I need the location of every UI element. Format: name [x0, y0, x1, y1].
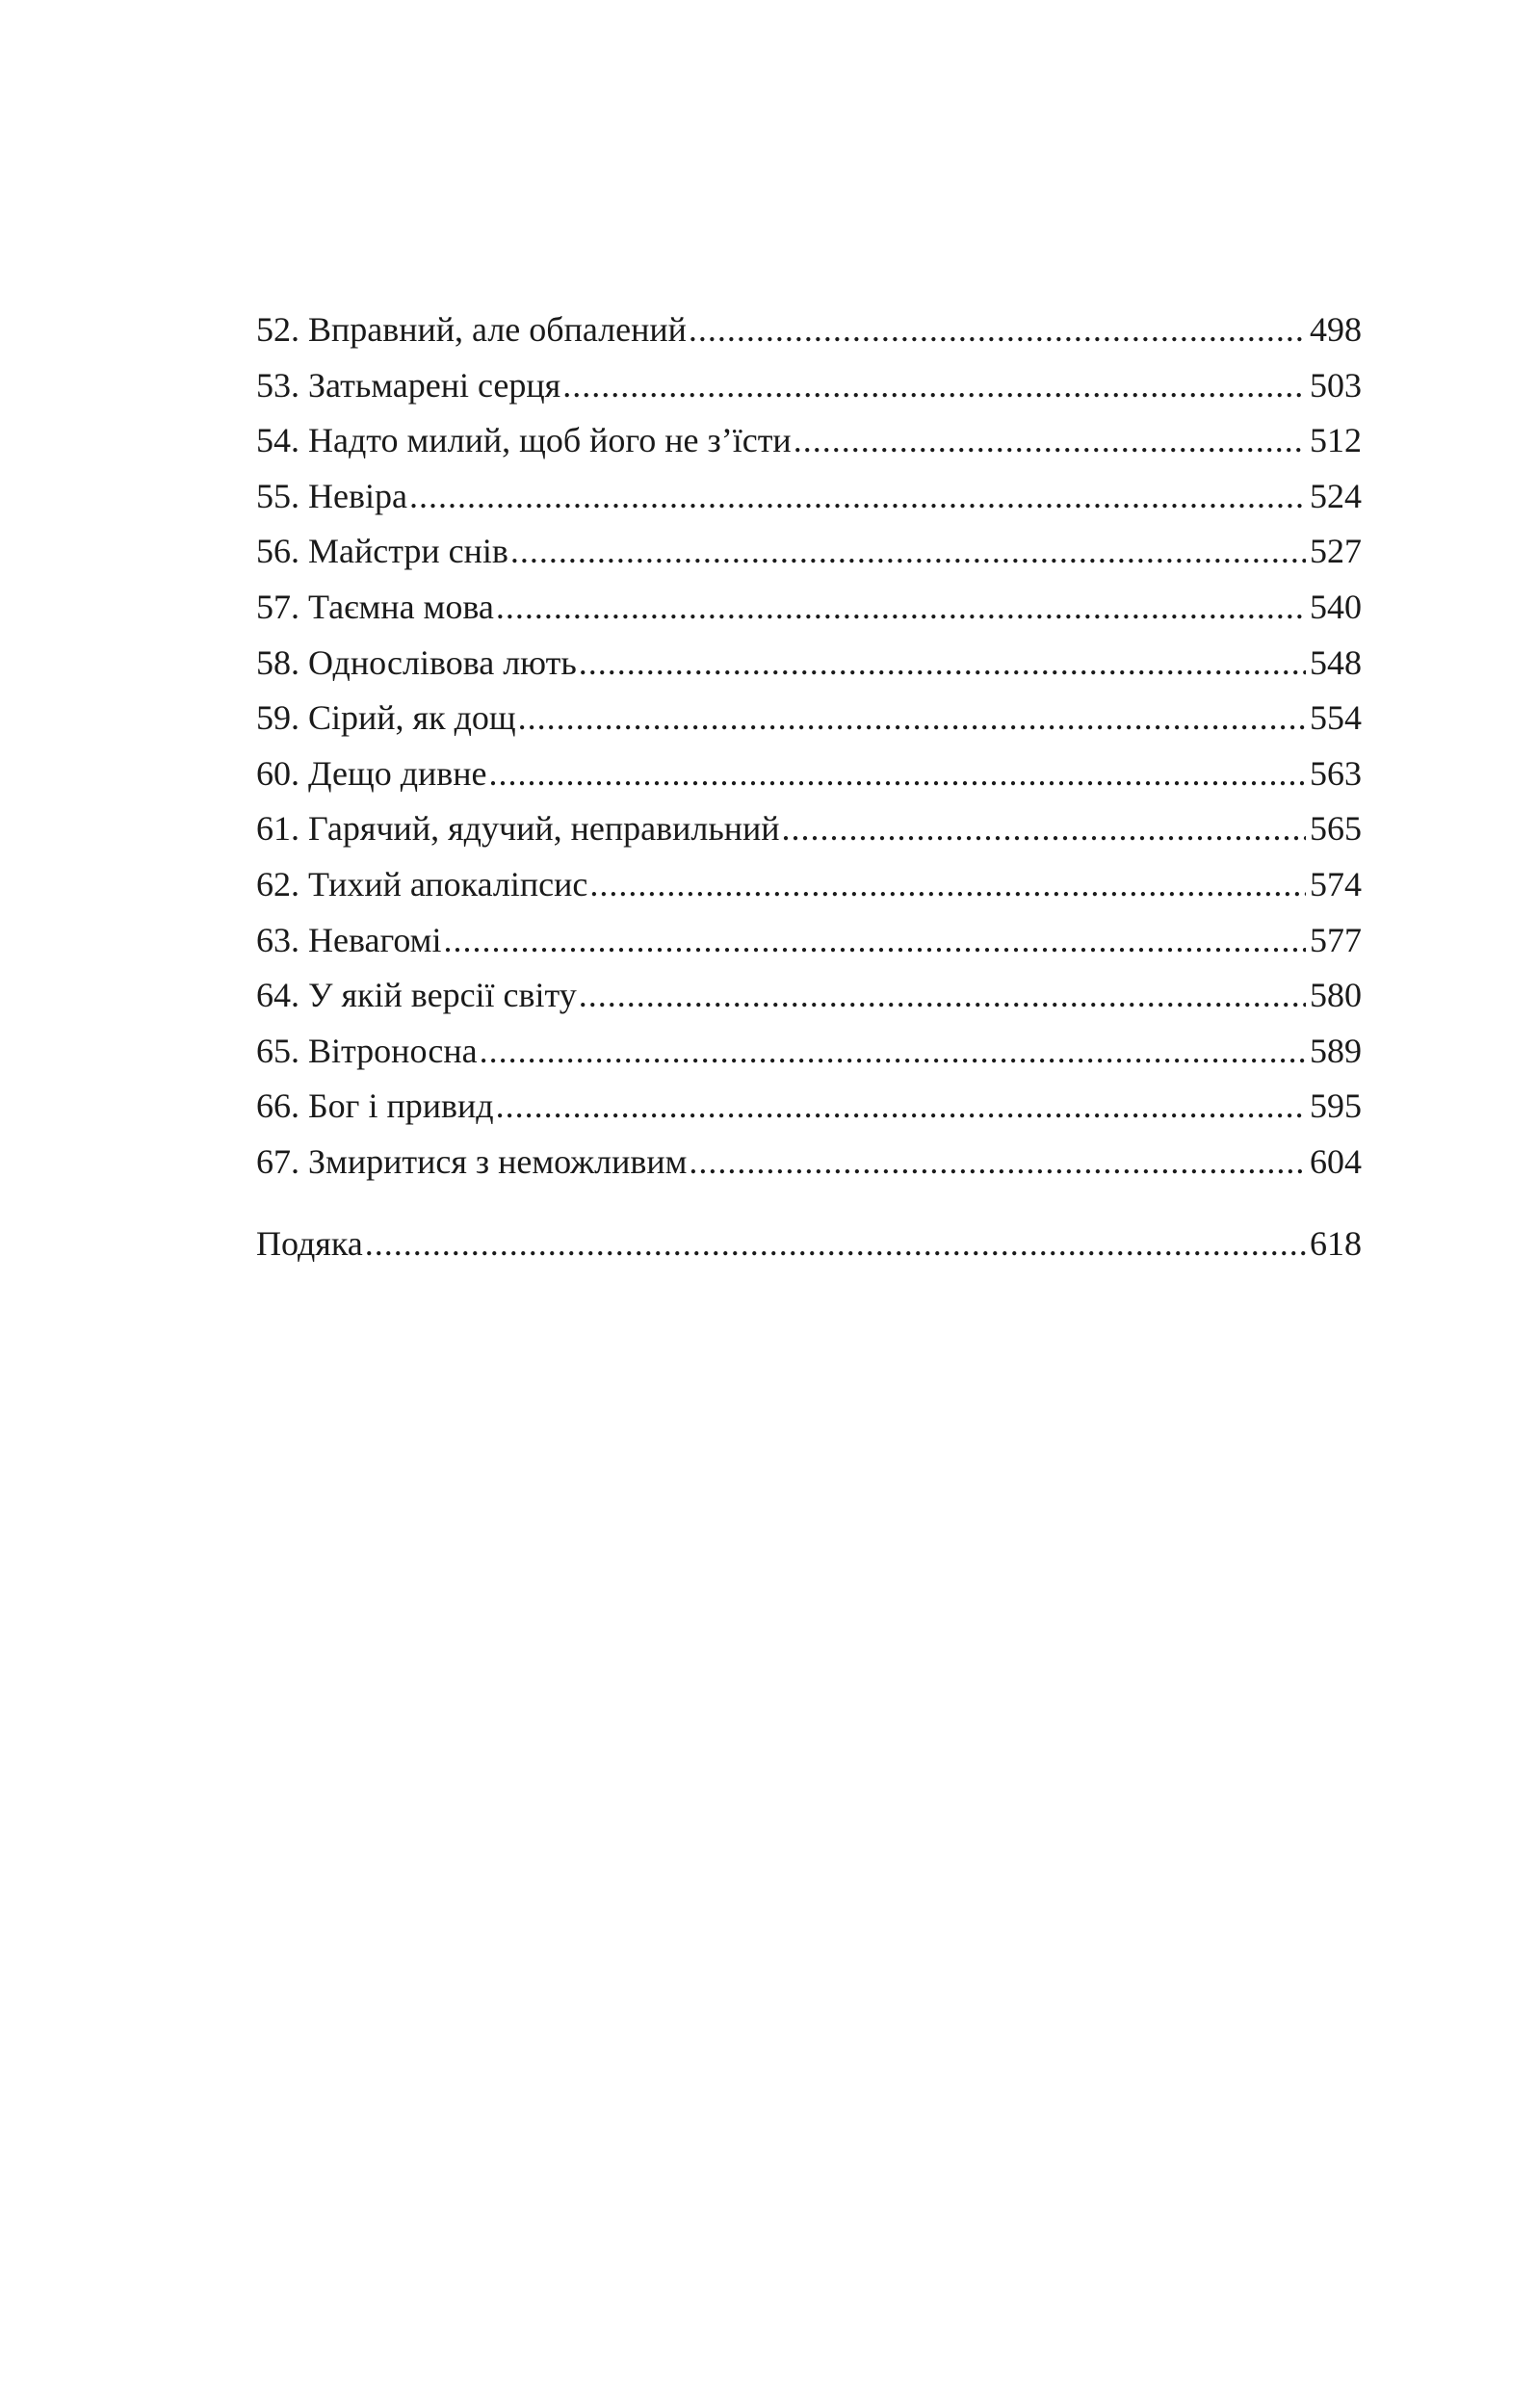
toc-entry[interactable] — [256, 302, 1362, 358]
toc-entry-page: 563 — [1310, 753, 1362, 793]
table-of-contents — [256, 302, 1362, 1271]
toc-entry-page: 524 — [1310, 476, 1362, 515]
toc-entry-page: 595 — [1310, 1086, 1362, 1126]
toc-entry-title: 67. Змиритися з неможливим — [256, 1141, 688, 1181]
toc-entry-title: 65. Вітроносна — [256, 1031, 478, 1070]
toc-entry[interactable] — [256, 801, 1362, 857]
toc-entry-title: 63. Невагомі — [256, 920, 442, 959]
toc-entry[interactable] — [256, 913, 1362, 969]
toc-entry-title: 54. Надто милий, щоб його не з’їсти — [256, 421, 792, 460]
toc-entry-title: 55. Невіра — [256, 476, 407, 515]
toc-entry-title: 58. Однослівова лють — [256, 642, 577, 682]
toc-entry[interactable] — [256, 968, 1362, 1024]
toc-entry-page: 512 — [1310, 421, 1362, 460]
toc-entry[interactable] — [256, 691, 1362, 746]
toc-leader-dots — [496, 1079, 1306, 1135]
toc-entry[interactable] — [256, 1079, 1362, 1135]
toc-entry-page: 565 — [1310, 809, 1362, 849]
toc-leader-dots — [794, 413, 1306, 469]
toc-entry-title: 64. У якій версії світу — [256, 976, 577, 1015]
toc-entry-title: 53. Затьмарені серця — [256, 365, 561, 405]
toc-leader-dots — [689, 302, 1306, 358]
toc-entry-page: 540 — [1310, 587, 1362, 626]
toc-entry[interactable] — [256, 746, 1362, 802]
toc-leader-dots — [579, 968, 1306, 1024]
toc-leader-dots — [510, 524, 1306, 580]
toc-entry[interactable] — [256, 413, 1362, 469]
toc-entry-title: 60. Дещо дивне — [256, 753, 487, 793]
toc-entry[interactable] — [256, 1135, 1362, 1191]
toc-leader-dots — [443, 913, 1306, 969]
toc-entry-page: 548 — [1310, 642, 1362, 682]
toc-entry-title: 52. Вправний, але обпалений — [256, 310, 687, 349]
toc-entry[interactable] — [256, 358, 1362, 414]
toc-leader-dots — [518, 691, 1306, 746]
toc-leader-dots — [579, 636, 1306, 692]
toc-entry-page: 554 — [1310, 698, 1362, 738]
toc-leader-dots — [409, 469, 1306, 525]
toc-entry-page: 604 — [1310, 1141, 1362, 1181]
toc-entry-acknowledgements[interactable] — [256, 1217, 1362, 1272]
toc-leader-dots — [480, 1024, 1306, 1080]
toc-leader-dots — [562, 358, 1306, 414]
toc-entry-page: 574 — [1310, 864, 1362, 903]
toc-leader-dots — [365, 1217, 1306, 1272]
toc-entry-page: 503 — [1310, 365, 1362, 405]
toc-leader-dots — [689, 1135, 1306, 1191]
toc-entry-title: Подяка — [256, 1223, 363, 1263]
toc-entry-title: 62. Тихий апокаліпсис — [256, 864, 588, 903]
toc-entry[interactable] — [256, 857, 1362, 913]
toc-entry[interactable] — [256, 469, 1362, 525]
toc-entry-title: 57. Таємна мова — [256, 587, 494, 626]
toc-leader-dots — [489, 746, 1306, 802]
toc-entry-title: 66. Бог і привид — [256, 1086, 494, 1126]
toc-entry[interactable] — [256, 580, 1362, 636]
toc-leader-dots — [782, 801, 1306, 857]
toc-entry-page: 577 — [1310, 920, 1362, 959]
toc-entry-page: 589 — [1310, 1031, 1362, 1070]
toc-entry[interactable] — [256, 636, 1362, 692]
toc-entry-page: 498 — [1310, 310, 1362, 349]
toc-entry[interactable] — [256, 524, 1362, 580]
toc-entry-title: 56. Майстри снів — [256, 532, 508, 571]
toc-entry-title: 59. Сірий, як дощ — [256, 698, 516, 738]
toc-entry-page: 527 — [1310, 532, 1362, 571]
toc-entry[interactable] — [256, 1024, 1362, 1080]
toc-entry-page: 618 — [1310, 1223, 1362, 1263]
toc-leader-dots — [496, 580, 1306, 636]
toc-entry-title: 61. Гарячий, ядучий, неправильний — [256, 809, 780, 849]
toc-entry-page: 580 — [1310, 976, 1362, 1015]
toc-leader-dots — [589, 857, 1306, 913]
